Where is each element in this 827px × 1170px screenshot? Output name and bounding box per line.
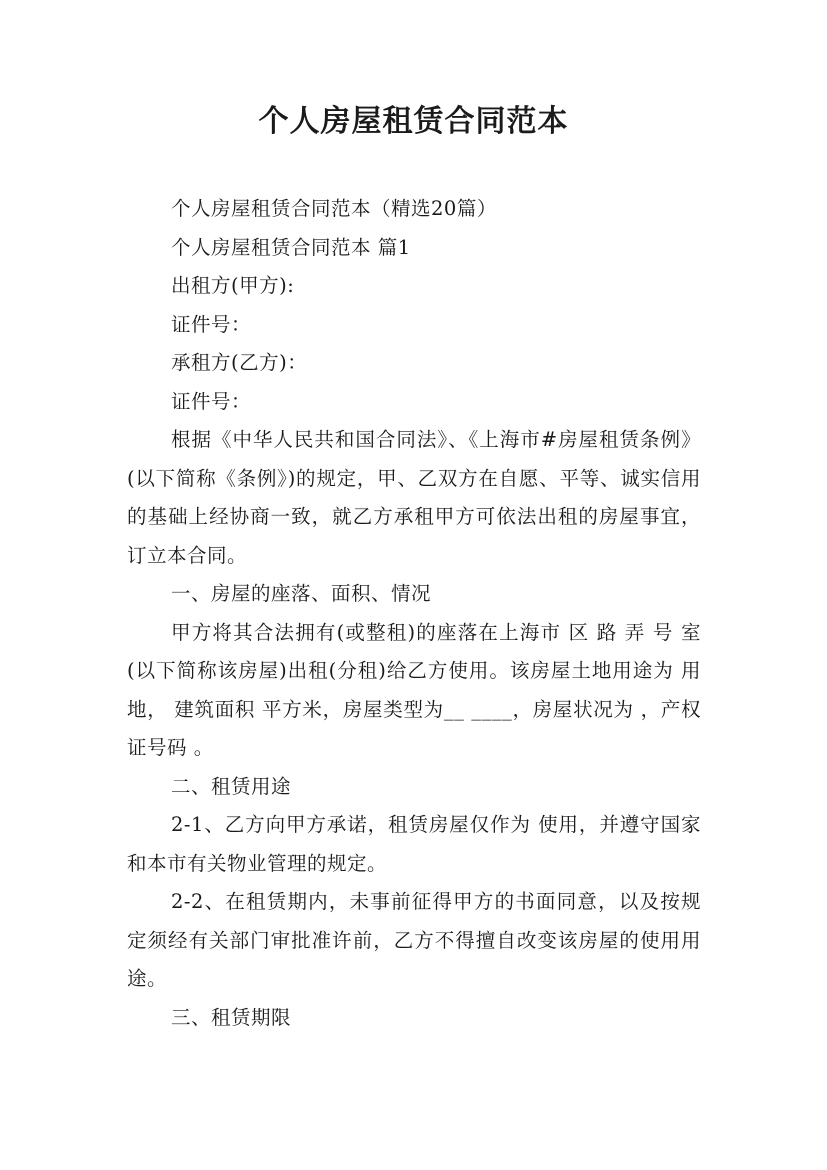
paragraph-lessee-id: 证件号： — [171, 389, 252, 413]
section-heading-3: 三、租赁期限 — [171, 1005, 292, 1029]
document-body — [127, 190, 701, 1037]
paragraph-part-heading: 个人房屋租赁合同范本 篇1 — [171, 235, 411, 259]
paragraph-lessor-id: 证件号： — [171, 312, 252, 336]
paragraph-clause-2-2: 2-2、在租赁期内，未事前征得甲方的书面同意，以及按规定须经有关部门审批准许前，乙方不得擅自改变该房屋的使用用途。 — [127, 890, 701, 990]
paragraph-property-details: 甲方将其合法拥有(或整租)的座落在上海市 区 路 弄 号 室 (以下简称该房屋)出租(分租)给乙方使用。该房屋土地用途为 用地， 建筑面积 平方米，房屋类型为__ ____，房屋状况为 ，产权证号码 。 — [127, 620, 701, 759]
paragraph-clause-2-1: 2-1、乙方向甲方承诺，租赁房屋仅作为 使用，并遵守国家和本市有关物业管理的规定。 — [127, 813, 701, 875]
document-title: 个人房屋租赁合同范本 — [258, 104, 569, 139]
paragraph-lessee: 承租方(乙方)： — [171, 351, 308, 374]
paragraph-lessor: 出租方(甲方): — [171, 274, 295, 297]
paragraph-subtitle: 个人房屋租赁合同范本（精选20篇） — [171, 197, 497, 220]
paragraph-preamble: 根据《中华人民共和国合同法》、《上海市#房屋租赁条例》(以下简称《条例》)的规定，甲、乙双方在自愿、平等、诚实信用的基础上经协商一致，就乙方承租甲方可依法出租的房屋事宜，订立本合同。 — [127, 428, 701, 567]
section-heading-1: 一、房屋的座落、面积、情况 — [171, 582, 432, 605]
section-heading-2: 二、租赁用途 — [171, 774, 292, 798]
